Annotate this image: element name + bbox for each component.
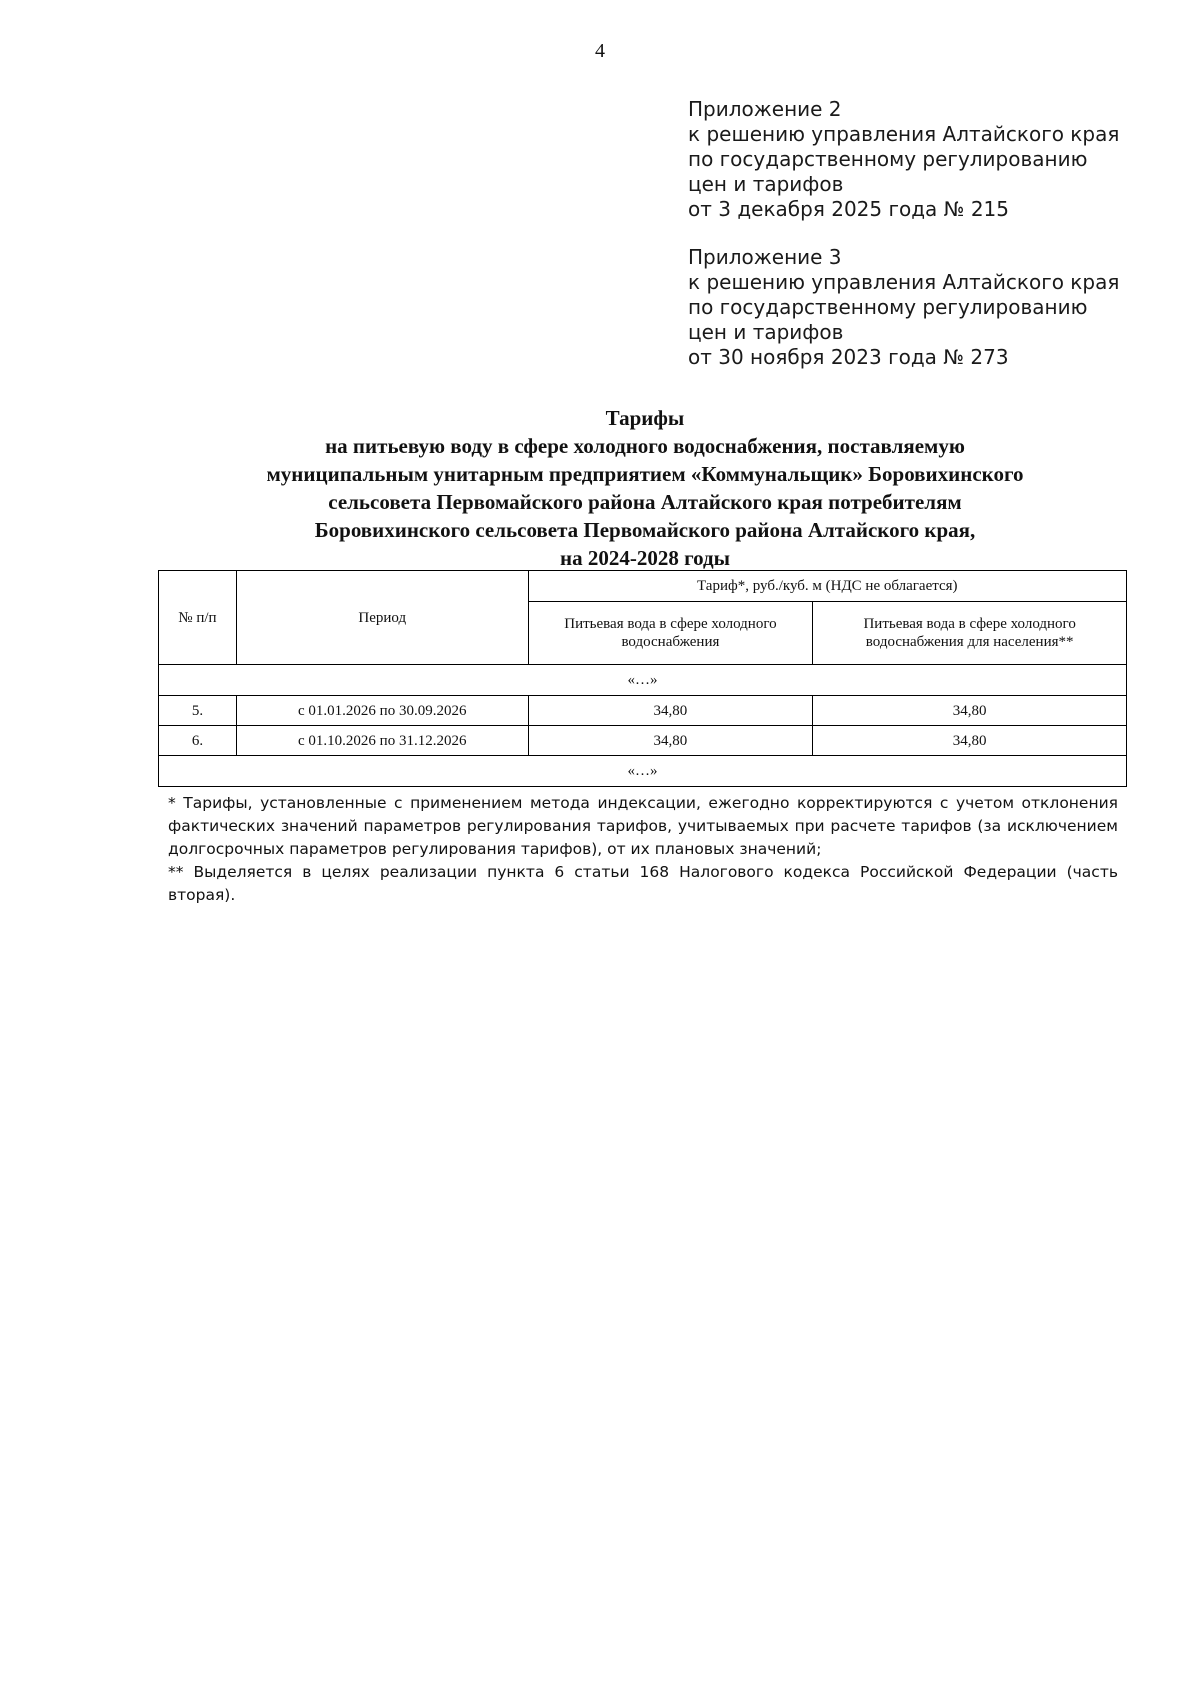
title-heading: Тарифы (605, 406, 685, 430)
table-row (159, 696, 1127, 726)
cell-period: с 01.01.2026 по 30.09.2026 (236, 696, 528, 726)
appendix-3-line: по государственному регулированию (688, 295, 1088, 319)
table-header-row (159, 571, 1127, 602)
ellipsis-cell: «…» (159, 756, 1127, 787)
header-tariff-group: Тариф*, руб./куб. м (НДС не облагается) (528, 571, 1126, 602)
table-row-omitted (159, 665, 1127, 696)
appendix-3-line: от 30 ноября 2023 года № 273 (688, 345, 1009, 369)
cell-number: 5. (159, 696, 237, 726)
cell-period: с 01.10.2026 по 31.12.2026 (236, 726, 528, 756)
appendix-2-line: от 3 декабря 2025 года № 215 (688, 197, 1009, 221)
ellipsis-cell: «…» (159, 665, 1127, 696)
table-row (159, 726, 1127, 756)
page-number: 4 (595, 40, 605, 62)
cell-tariff-population: 34,80 (813, 726, 1127, 756)
appendix-2-header (688, 97, 1168, 222)
appendix-3-header (688, 245, 1168, 370)
appendix-2-line: к решению управления Алтайского края (688, 122, 1120, 146)
cell-number: 6. (159, 726, 237, 756)
tariff-table (158, 570, 1127, 787)
appendix-3-line: Приложение 3 (688, 245, 842, 269)
title-line: Боровихинского сельсовета Первомайского района Алтайского края, (314, 518, 976, 542)
cell-tariff-cold-water: 34,80 (528, 696, 813, 726)
table-row-omitted (159, 756, 1127, 787)
footnote-1: * Тарифы, установленные с применением метода индексации, ежегодно корректируются с учетом отклонения фактических значений параметров регулирования тарифов, учитываемых при расчете тарифов (за исключением долгосрочных параметров регулирования тарифов), от их плановых значений; (168, 794, 1118, 858)
appendix-3-line: к решению управления Алтайского края (688, 270, 1120, 294)
cell-tariff-population: 34,80 (813, 696, 1127, 726)
appendix-2-line: Приложение 2 (688, 97, 842, 121)
appendix-2-line: цен и тарифов (688, 172, 844, 196)
title-line: на 2024-2028 годы (559, 546, 731, 570)
footnotes (168, 792, 1118, 907)
title-line: муниципальным унитарным предприятием «Коммунальщик» Боровихинского (266, 462, 1024, 486)
header-period: Период (236, 571, 528, 665)
cell-tariff-cold-water: 34,80 (528, 726, 813, 756)
header-tariff-population: Питьевая вода в сфере холодного водоснабжения для населения** (813, 602, 1127, 665)
footnote-2: ** Выделяется в целях реализации пункта 6 статьи 168 Налогового кодекса Российской Федерации (часть вторая). (168, 863, 1118, 904)
appendix-2-line: по государственному регулированию (688, 147, 1088, 171)
document-title (150, 404, 1140, 572)
appendix-3-line: цен и тарифов (688, 320, 844, 344)
header-tariff-cold-water: Питьевая вода в сфере холодного водоснабжения (528, 602, 813, 665)
header-number: № п/п (159, 571, 237, 665)
title-line: на питьевую воду в сфере холодного водоснабжения, поставляемую (325, 434, 965, 458)
title-line: сельсовета Первомайского района Алтайского края потребителям (328, 490, 962, 514)
